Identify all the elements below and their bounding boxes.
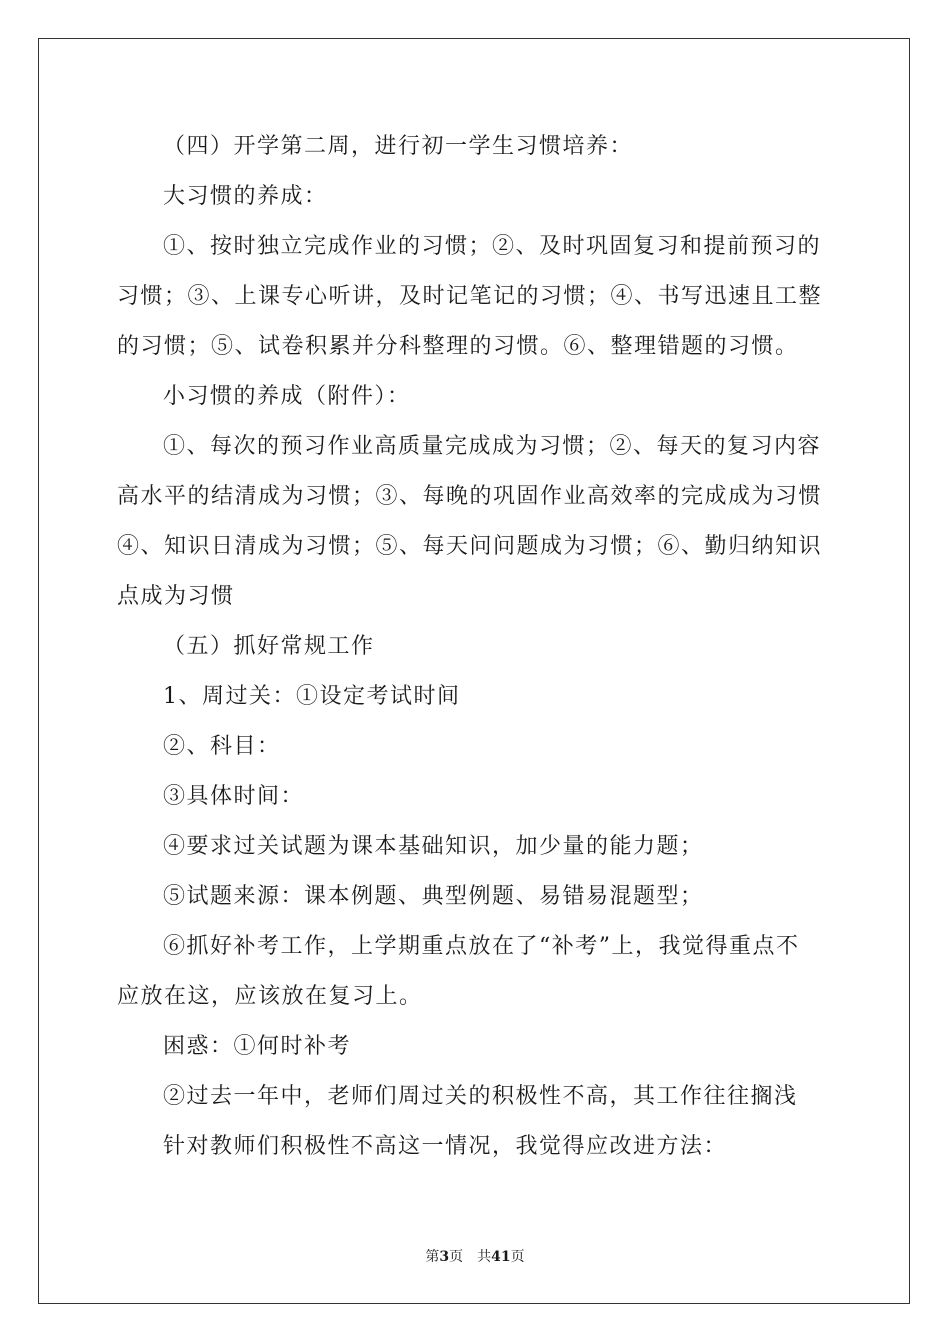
- footer-total-pages: 41: [491, 1249, 511, 1265]
- paragraph-line: 应放在这，应该放在复习上。: [117, 984, 423, 1009]
- footer-total-suffix: 页: [510, 1249, 525, 1265]
- paragraph-line: 针对教师们积极性不高这一情况，我觉得应改进方法：: [163, 1134, 728, 1159]
- section-heading-5: （五）抓好常规工作: [163, 634, 375, 659]
- list-item: ②、科目：: [163, 734, 281, 759]
- paragraph-line: ①、按时独立完成作业的习惯；②、及时巩固复习和提前预习的: [163, 234, 822, 259]
- paragraph-line: 高水平的结清成为习惯；③、每晚的巩固作业高效率的完成成为习惯: [117, 484, 823, 509]
- list-item: ③具体时间：: [163, 784, 305, 809]
- footer-page-suffix: 页: [449, 1249, 464, 1265]
- footer-total-prefix: 共: [477, 1249, 492, 1265]
- footer-page-number: 3: [439, 1249, 450, 1265]
- paragraph-line: ②过去一年中，老师们周过关的积极性不高，其工作往往搁浅: [163, 1084, 798, 1109]
- paragraph-line: ①、每次的预习作业高质量完成成为习惯；②、每天的复习内容: [163, 434, 822, 459]
- list-item: 1、周过关：①设定考试时间: [163, 684, 461, 709]
- subheading-small-habits: 小习惯的养成（附件）：: [163, 384, 411, 409]
- page-footer: [0, 1246, 950, 1266]
- paragraph-line: 的习惯；⑤、试卷积累并分科整理的习惯。⑥、整理错题的习惯。: [117, 334, 799, 359]
- subheading-big-habits: 大习惯的养成：: [163, 184, 328, 209]
- paragraph-line: 点成为习惯: [117, 584, 235, 609]
- paragraph-line: 困惑：①何时补考: [163, 1034, 352, 1059]
- paragraph-line: 习惯；③、上课专心听讲，及时记笔记的习惯；④、书写迅速且工整: [117, 284, 823, 309]
- list-item: ④要求过关试题为课本基础知识，加少量的能力题；: [163, 834, 704, 859]
- paragraph-line: ④、知识日清成为习惯；⑤、每天问问题成为习惯；⑥、勤归纳知识: [117, 534, 823, 559]
- list-item: ⑤试题来源：课本例题、典型例题、易错易混题型；: [163, 884, 704, 909]
- section-heading-4: （四）开学第二周，进行初一学生习惯培养：: [163, 134, 634, 159]
- document-body: [117, 122, 837, 1172]
- footer-page-prefix: 第: [425, 1249, 440, 1265]
- paragraph-line: ⑥抓好补考工作，上学期重点放在了“补考”上，我觉得重点不: [163, 934, 800, 959]
